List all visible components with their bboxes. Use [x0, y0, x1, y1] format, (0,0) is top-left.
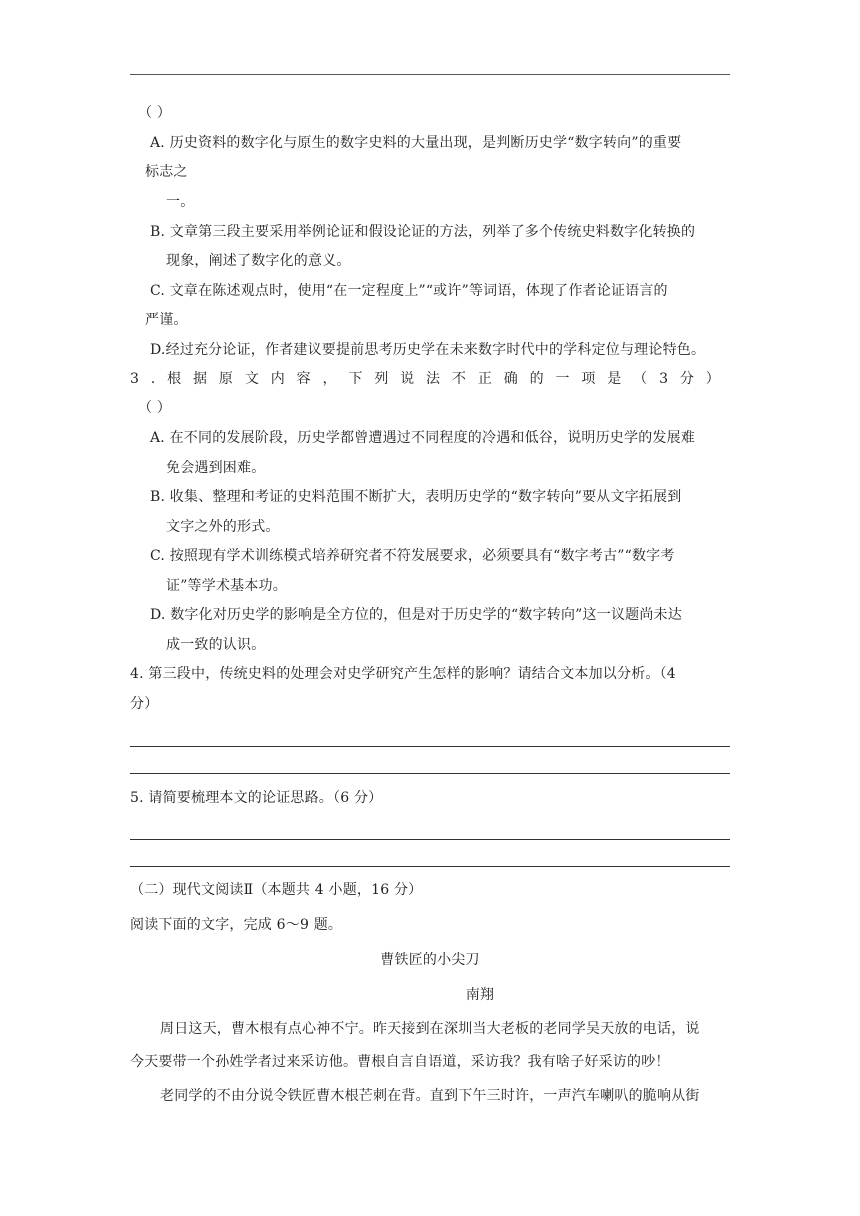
story-paragraph1-line1: 周日这天，曹木根有点心神不宁。昨天接到在深圳当大老板的老同学吴天放的电话，说	[160, 1021, 700, 1037]
q3-stem-char: 一	[555, 371, 570, 387]
q2-option-a-line1: A. 历史资料的数字化与原生的数字史料的大量出现，是判断历史学“数字转向”的重要	[150, 135, 682, 151]
q4-line1: 4. 第三段中，传统史料的处理会对史学研究产生怎样的影响？请结合文本加以分析。（4	[130, 666, 676, 682]
q2-option-c-line2: 严谨。	[145, 312, 188, 328]
story-title: 曹铁匠的小尖刀	[380, 952, 480, 968]
q3-stem-char: 说	[400, 371, 415, 387]
q4-answer-line-1[interactable]	[130, 746, 730, 747]
q3-stem-char: 3	[659, 371, 669, 387]
q3-stem-char: 据	[193, 371, 208, 387]
q3-answer-paren: （ ）	[138, 400, 172, 416]
section2-heading: （二）现代文阅读Ⅱ（本题共 4 小题，16 分）	[130, 882, 423, 898]
q3-option-a-line2: 免会遇到困难。	[166, 460, 266, 476]
q3-stem-char: ，	[322, 371, 337, 387]
q4-answer-line-2[interactable]	[130, 773, 730, 774]
q3-stem-char: 法	[426, 371, 441, 387]
q3-stem-char: 根	[167, 371, 182, 387]
q3-stem-char: 确	[503, 371, 518, 387]
q3-stem-char: 不	[451, 371, 467, 387]
q3-option-d-line2: 成一致的认识。	[166, 637, 266, 653]
q3-option-c-line2: 证”等学术基本功。	[166, 578, 287, 594]
q3-stem-char: 的	[529, 371, 544, 387]
q5-answer-line-2[interactable]	[130, 866, 730, 867]
q3-option-b-line1: B. 收集、整理和考证的史料范围不断扩大，表明历史学的“数字转向”要从文字拓展到	[150, 489, 682, 505]
q3-stem-char: .	[150, 371, 156, 387]
q2-option-a-line2: 标志之	[145, 164, 188, 180]
q2-option-a-line3: 一。	[166, 194, 195, 210]
q3-stem-char: 3	[130, 371, 140, 387]
story-paragraph1-line2: 今天要带一个孙姓学者过来采访他。曹根自言自语道，采访我？我有啥子好采访的吵！	[130, 1054, 670, 1070]
q5-answer-line-1[interactable]	[130, 839, 730, 840]
q5-line1: 5. 请简要梳理本文的论证思路。（6 分）	[130, 790, 383, 806]
q3-stem-char: 下	[348, 371, 363, 387]
q2-option-b-line1: B. 文章第三段主要采用举例论证和假设论证的方法，列举了多个传统史料数字化转换的	[150, 224, 696, 240]
q3-stem	[130, 369, 720, 389]
q3-option-c-line1: C. 按照现有学术训练模式培养研究者不符发展要求，必须要具有“数字考古”“数字考	[150, 548, 675, 564]
q3-stem-char: 内	[270, 371, 285, 387]
q3-option-b-line2: 文字之外的形式。	[166, 519, 280, 535]
q3-option-a-line1: A. 在不同的发展阶段，历史学都曾遭遇过不同程度的冷遇和低谷，说明历史学的发展难	[150, 430, 696, 446]
q2-option-b-line2: 现象，阐述了数字化的意义。	[166, 253, 351, 269]
q3-stem-char: 文	[244, 371, 260, 387]
header-rule	[130, 74, 730, 75]
q3-stem-char: ）	[705, 371, 720, 387]
section2-instruction: 阅读下面的文字，完成 6～9 题。	[130, 917, 343, 933]
q3-stem-char: （	[633, 371, 648, 387]
q3-stem-char: 是	[607, 371, 622, 387]
q2-answer-paren: （ ）	[138, 105, 172, 121]
story-author: 南翔	[465, 987, 495, 1003]
q3-stem-char: 正	[477, 371, 493, 387]
q4-line2: 分）	[130, 696, 159, 712]
q3-stem-char: 分	[679, 371, 695, 387]
q2-option-c-line1: C. 文章在陈述观点时，使用“在一定程度上”“或许”等词语，体现了作者论证语言的	[150, 283, 668, 299]
q3-stem-char: 项	[581, 371, 596, 387]
q3-option-d-line1: D. 数字化对历史学的影响是全方位的，但是对于历史学的“数字转向”这一议题尚未达	[150, 607, 682, 623]
q3-stem-char: 原	[218, 371, 234, 387]
q3-stem-char: 列	[374, 371, 389, 387]
story-paragraph2-line1: 老同学的不由分说令铁匠曹木根芒刺在背。直到下午三时许，一声汽车喇叭的脆响从街	[160, 1088, 700, 1104]
q2-option-d-line1: D.经过充分论证，作者建议要提前思考历史学在未来数字时代中的学科定位与理论特色。	[150, 342, 706, 358]
q3-stem-char: 容	[296, 371, 311, 387]
